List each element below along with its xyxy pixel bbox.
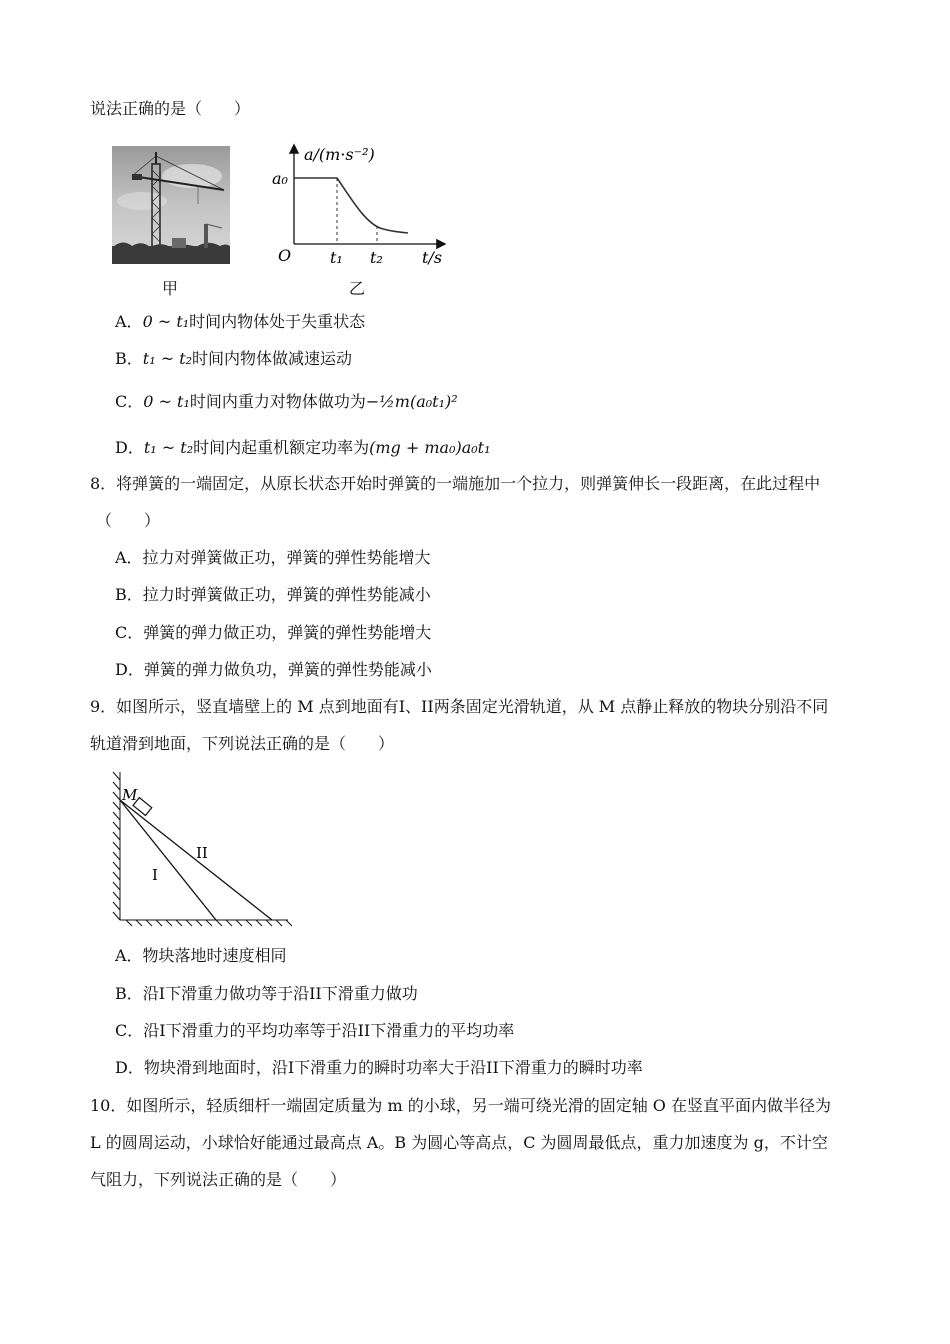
q9-option-d: D．物块滑到地面时，沿I下滑重力的瞬时功率大于沿II下滑重力的瞬时功率	[115, 1058, 643, 1077]
q9-stem-line2: 轨道滑到地面，下列说法正确的是（ ）	[90, 734, 395, 753]
y-axis-label: a/(m·s⁻²)	[304, 145, 375, 164]
q8-option-d: D．弹簧的弹力做负功，弹簧的弹性势能减小	[115, 660, 432, 679]
q7-option-b-math: t₁ ~ t₂	[142, 349, 193, 368]
q7-option-c-math: 0 ~ t₁	[143, 392, 190, 411]
y-tick-label: a₀	[272, 169, 288, 188]
q8-option-c: C．弹簧的弹力做正功，弹簧的弹性势能增大	[115, 623, 432, 642]
q7-option-d: D．t₁ ~ t₂时间内起重机额定功率为(mg + ma₀)a₀t₁	[115, 438, 491, 457]
incline-tracks-figure	[108, 768, 292, 928]
t2-tick-label: t₂	[370, 248, 383, 267]
q7-option-a: A．0 ~ t₁时间内物体处于失重状态	[115, 312, 366, 331]
q7-option-c: C．0 ~ t₁时间内重力对物体做功为−½m(a₀t₁)²	[115, 392, 458, 411]
q8-option-a: A．拉力对弹簧做正功，弹簧的弹性势能增大	[115, 548, 431, 567]
q7-option-d-math: t₁ ~ t₂	[143, 438, 194, 457]
q9-option-b: B．沿I下滑重力做功等于沿II下滑重力做功	[115, 984, 418, 1003]
q8-stem-line2: （ ）	[96, 511, 161, 530]
q8-stem-line1: 8．将弹簧的一端固定，从原长状态开始时弹簧的一端施加一个拉力，则弹簧伸长一段距离，在此过程中	[90, 474, 821, 493]
q9-option-c: C．沿I下滑重力的平均功率等于沿II下滑重力的平均功率	[115, 1021, 515, 1040]
t1-tick-label: t₁	[330, 248, 343, 267]
graph-label: 乙	[349, 279, 366, 298]
q10-stem-line1: 10．如图所示，轻质细杆一端固定质量为 m 的小球，另一端可绕光滑的固定轴 O 在竖直平面内做半径为	[90, 1096, 831, 1115]
q9-stem-line1: 9．如图所示，竖直墙壁上的 M 点到地面有I、II两条固定光滑轨道，从 M 点静止释放的物块分别沿不同	[90, 697, 829, 716]
crane-photo	[112, 146, 230, 264]
q7-option-c-formula: −½m(a₀t₁)²	[365, 392, 458, 411]
q9-option-a: A．物块落地时速度相同	[115, 946, 287, 965]
acceleration-time-graph	[270, 140, 450, 268]
acceleration-curve	[294, 178, 408, 233]
q10-stem-line2: L 的圆周运动，小球恰好能通过最高点 A。B 为圆心等高点，C 为圆周最低点，重力加速度为 g，不计空	[90, 1133, 828, 1152]
q8-option-b: B．拉力时弹簧做正功，弹簧的弹性势能减小	[115, 585, 431, 604]
point-m-label: M	[122, 786, 138, 804]
track-i-label: I	[152, 866, 158, 884]
origin-label: O	[278, 246, 292, 265]
photo-label: 甲	[162, 279, 179, 298]
q10-stem-line3: 气阻力，下列说法正确的是（ ）	[90, 1170, 347, 1189]
track-ii-label: II	[196, 844, 208, 862]
q7-option-d-formula: (mg + ma₀)a₀t₁	[369, 438, 491, 457]
q7-option-a-math: 0 ~ t₁	[142, 312, 190, 331]
x-axis-label: t/s	[422, 248, 443, 267]
q7-option-b: B．t₁ ~ t₂时间内物体做减速运动	[115, 349, 353, 368]
q7-stem-tail: 说法正确的是（ ）	[90, 99, 251, 118]
